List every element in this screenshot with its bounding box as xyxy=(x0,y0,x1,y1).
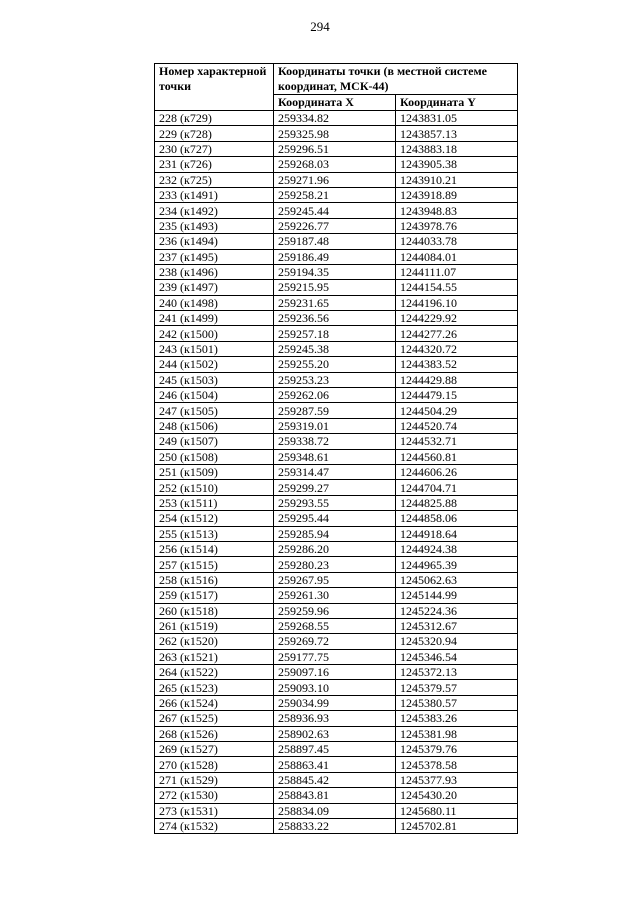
header-x: Координата X xyxy=(274,95,396,111)
cell-point-number: 249 (к1507) xyxy=(155,434,274,449)
cell-point-number: 235 (к1493) xyxy=(155,218,274,233)
cell-point-number: 230 (к727) xyxy=(155,141,274,156)
table-row xyxy=(155,249,518,264)
header-coordinates: Координаты точки (в местной системе координат, МСК-44) xyxy=(274,64,518,95)
cell-point-number: 271 (к1529) xyxy=(155,772,274,787)
cell-coordinate-y: 1245224.36 xyxy=(396,603,518,618)
cell-coordinate-y: 1243857.13 xyxy=(396,126,518,141)
cell-point-number: 240 (к1498) xyxy=(155,295,274,310)
table-row xyxy=(155,388,518,403)
cell-coordinate-x: 258834.09 xyxy=(274,803,396,818)
cell-coordinate-x: 259267.95 xyxy=(274,572,396,587)
cell-coordinate-x: 259269.72 xyxy=(274,634,396,649)
cell-coordinate-x: 259231.65 xyxy=(274,295,396,310)
cell-coordinate-y: 1244858.06 xyxy=(396,511,518,526)
table-row xyxy=(155,788,518,803)
page-number: 294 xyxy=(310,19,330,34)
header-point-number: Номер характерной точки xyxy=(155,64,274,111)
cell-point-number: 233 (к1491) xyxy=(155,187,274,202)
cell-coordinate-x: 259261.30 xyxy=(274,588,396,603)
cell-point-number: 261 (к1519) xyxy=(155,618,274,633)
cell-coordinate-y: 1244479.15 xyxy=(396,388,518,403)
cell-coordinate-x: 259253.23 xyxy=(274,372,396,387)
cell-coordinate-y: 1245680.11 xyxy=(396,803,518,818)
cell-coordinate-y: 1244229.92 xyxy=(396,311,518,326)
table-row xyxy=(155,203,518,218)
cell-coordinate-x: 259299.27 xyxy=(274,480,396,495)
cell-point-number: 232 (к725) xyxy=(155,172,274,187)
table-row xyxy=(155,772,518,787)
cell-coordinate-x: 259187.48 xyxy=(274,234,396,249)
table-row xyxy=(155,818,518,833)
table-row xyxy=(155,757,518,772)
cell-coordinate-x: 259194.35 xyxy=(274,264,396,279)
table-row xyxy=(155,111,518,126)
cell-point-number: 257 (к1515) xyxy=(155,557,274,572)
cell-coordinate-x: 259258.21 xyxy=(274,187,396,202)
cell-point-number: 245 (к1503) xyxy=(155,372,274,387)
cell-point-number: 250 (к1508) xyxy=(155,449,274,464)
cell-coordinate-x: 258897.45 xyxy=(274,742,396,757)
table-row xyxy=(155,326,518,341)
cell-coordinate-x: 259295.44 xyxy=(274,511,396,526)
cell-point-number: 267 (к1525) xyxy=(155,711,274,726)
cell-coordinate-x: 259226.77 xyxy=(274,218,396,233)
table-row xyxy=(155,172,518,187)
cell-point-number: 231 (к726) xyxy=(155,157,274,172)
cell-point-number: 259 (к1517) xyxy=(155,588,274,603)
table-row xyxy=(155,634,518,649)
cell-coordinate-y: 1244084.01 xyxy=(396,249,518,264)
cell-coordinate-x: 259334.82 xyxy=(274,111,396,126)
cell-point-number: 253 (к1511) xyxy=(155,495,274,510)
cell-coordinate-x: 259236.56 xyxy=(274,311,396,326)
header-y: Координата Y xyxy=(396,95,518,111)
cell-coordinate-x: 259286.20 xyxy=(274,541,396,556)
cell-point-number: 242 (к1500) xyxy=(155,326,274,341)
cell-coordinate-y: 1245379.76 xyxy=(396,742,518,757)
cell-coordinate-y: 1243910.21 xyxy=(396,172,518,187)
cell-coordinate-x: 259097.16 xyxy=(274,665,396,680)
cell-coordinate-y: 1244606.26 xyxy=(396,464,518,479)
cell-point-number: 248 (к1506) xyxy=(155,418,274,433)
table-row xyxy=(155,157,518,172)
cell-coordinate-y: 1244033.78 xyxy=(396,234,518,249)
cell-coordinate-x: 259093.10 xyxy=(274,680,396,695)
cell-point-number: 244 (к1502) xyxy=(155,357,274,372)
table-row xyxy=(155,357,518,372)
cell-point-number: 239 (к1497) xyxy=(155,280,274,295)
cell-coordinate-x: 259338.72 xyxy=(274,434,396,449)
table-row xyxy=(155,480,518,495)
table-row xyxy=(155,603,518,618)
cell-coordinate-x: 258936.93 xyxy=(274,711,396,726)
cell-coordinate-y: 1243905.38 xyxy=(396,157,518,172)
cell-coordinate-x: 259245.38 xyxy=(274,341,396,356)
table-row xyxy=(155,280,518,295)
cell-coordinate-y: 1244560.81 xyxy=(396,449,518,464)
cell-point-number: 268 (к1526) xyxy=(155,726,274,741)
table-row xyxy=(155,695,518,710)
cell-coordinate-y: 1245372.13 xyxy=(396,665,518,680)
table-row xyxy=(155,711,518,726)
table-row xyxy=(155,541,518,556)
table-row xyxy=(155,449,518,464)
cell-coordinate-y: 1245702.81 xyxy=(396,818,518,833)
cell-coordinate-x: 259177.75 xyxy=(274,649,396,664)
table-row xyxy=(155,464,518,479)
cell-coordinate-y: 1245381.98 xyxy=(396,726,518,741)
table-row xyxy=(155,341,518,356)
cell-coordinate-x: 259271.96 xyxy=(274,172,396,187)
cell-point-number: 258 (к1516) xyxy=(155,572,274,587)
cell-coordinate-y: 1245320.94 xyxy=(396,634,518,649)
cell-coordinate-x: 259215.95 xyxy=(274,280,396,295)
cell-point-number: 254 (к1512) xyxy=(155,511,274,526)
cell-coordinate-x: 259268.55 xyxy=(274,618,396,633)
table-row xyxy=(155,218,518,233)
cell-coordinate-x: 259245.44 xyxy=(274,203,396,218)
cell-coordinate-y: 1243918.89 xyxy=(396,187,518,202)
table-row xyxy=(155,434,518,449)
table-row xyxy=(155,649,518,664)
table-row xyxy=(155,726,518,741)
cell-coordinate-y: 1244383.52 xyxy=(396,357,518,372)
cell-coordinate-y: 1245430.20 xyxy=(396,788,518,803)
cell-point-number: 251 (к1509) xyxy=(155,464,274,479)
cell-coordinate-y: 1244320.72 xyxy=(396,341,518,356)
cell-point-number: 229 (к728) xyxy=(155,126,274,141)
cell-point-number: 256 (к1514) xyxy=(155,541,274,556)
cell-coordinate-y: 1244504.29 xyxy=(396,403,518,418)
cell-point-number: 234 (к1492) xyxy=(155,203,274,218)
cell-point-number: 269 (к1527) xyxy=(155,742,274,757)
cell-coordinate-x: 259285.94 xyxy=(274,526,396,541)
cell-coordinate-y: 1245144.99 xyxy=(396,588,518,603)
table-row xyxy=(155,495,518,510)
table-row xyxy=(155,803,518,818)
table-row xyxy=(155,588,518,603)
cell-coordinate-y: 1244154.55 xyxy=(396,280,518,295)
cell-coordinate-x: 259268.03 xyxy=(274,157,396,172)
cell-coordinate-x: 259314.47 xyxy=(274,464,396,479)
cell-coordinate-y: 1244918.64 xyxy=(396,526,518,541)
cell-coordinate-y: 1244429.88 xyxy=(396,372,518,387)
cell-point-number: 262 (к1520) xyxy=(155,634,274,649)
cell-point-number: 238 (к1496) xyxy=(155,264,274,279)
table-row xyxy=(155,141,518,156)
cell-coordinate-y: 1244965.39 xyxy=(396,557,518,572)
table-row xyxy=(155,403,518,418)
table-row xyxy=(155,295,518,310)
cell-coordinate-y: 1245377.93 xyxy=(396,772,518,787)
cell-point-number: 243 (к1501) xyxy=(155,341,274,356)
cell-coordinate-x: 258902.63 xyxy=(274,726,396,741)
table-row xyxy=(155,572,518,587)
cell-coordinate-y: 1245062.63 xyxy=(396,572,518,587)
cell-coordinate-x: 259259.96 xyxy=(274,603,396,618)
cell-point-number: 264 (к1522) xyxy=(155,665,274,680)
table-row xyxy=(155,526,518,541)
cell-coordinate-x: 259255.20 xyxy=(274,357,396,372)
cell-coordinate-x: 258833.22 xyxy=(274,818,396,833)
table-row xyxy=(155,418,518,433)
cell-point-number: 270 (к1528) xyxy=(155,757,274,772)
cell-coordinate-x: 259034.99 xyxy=(274,695,396,710)
cell-coordinate-y: 1244924.38 xyxy=(396,541,518,556)
cell-coordinate-y: 1243978.76 xyxy=(396,218,518,233)
cell-coordinate-y: 1244704.71 xyxy=(396,480,518,495)
cell-coordinate-y: 1244196.10 xyxy=(396,295,518,310)
table-row xyxy=(155,618,518,633)
cell-coordinate-x: 259257.18 xyxy=(274,326,396,341)
cell-coordinate-x: 258863.41 xyxy=(274,757,396,772)
table-body xyxy=(155,111,518,834)
cell-coordinate-x: 259186.49 xyxy=(274,249,396,264)
cell-point-number: 236 (к1494) xyxy=(155,234,274,249)
cell-point-number: 252 (к1510) xyxy=(155,480,274,495)
cell-coordinate-x: 259262.06 xyxy=(274,388,396,403)
cell-point-number: 241 (к1499) xyxy=(155,311,274,326)
cell-point-number: 274 (к1532) xyxy=(155,818,274,833)
cell-coordinate-y: 1245312.67 xyxy=(396,618,518,633)
cell-point-number: 255 (к1513) xyxy=(155,526,274,541)
cell-coordinate-y: 1245378.58 xyxy=(396,757,518,772)
cell-coordinate-y: 1244825.88 xyxy=(396,495,518,510)
table-row xyxy=(155,665,518,680)
table-row xyxy=(155,126,518,141)
cell-coordinate-y: 1244520.74 xyxy=(396,418,518,433)
cell-coordinate-x: 259293.55 xyxy=(274,495,396,510)
table-row xyxy=(155,311,518,326)
cell-coordinate-y: 1243883.18 xyxy=(396,141,518,156)
cell-coordinate-y: 1244277.26 xyxy=(396,326,518,341)
table-row xyxy=(155,234,518,249)
cell-point-number: 263 (к1521) xyxy=(155,649,274,664)
cell-point-number: 237 (к1495) xyxy=(155,249,274,264)
table-row xyxy=(155,187,518,202)
cell-coordinate-y: 1244532.71 xyxy=(396,434,518,449)
table-row xyxy=(155,372,518,387)
cell-coordinate-x: 259280.23 xyxy=(274,557,396,572)
cell-coordinate-y: 1245346.54 xyxy=(396,649,518,664)
cell-point-number: 273 (к1531) xyxy=(155,803,274,818)
coordinates-table xyxy=(154,63,518,834)
cell-coordinate-x: 259319.01 xyxy=(274,418,396,433)
table-row xyxy=(155,264,518,279)
cell-coordinate-y: 1245379.57 xyxy=(396,680,518,695)
cell-point-number: 247 (к1505) xyxy=(155,403,274,418)
cell-coordinate-x: 258845.42 xyxy=(274,772,396,787)
cell-coordinate-x: 259348.61 xyxy=(274,449,396,464)
cell-point-number: 272 (к1530) xyxy=(155,788,274,803)
cell-coordinate-y: 1244111.07 xyxy=(396,264,518,279)
cell-coordinate-y: 1243831.05 xyxy=(396,111,518,126)
cell-point-number: 246 (к1504) xyxy=(155,388,274,403)
cell-coordinate-x: 259325.98 xyxy=(274,126,396,141)
cell-coordinate-y: 1245380.57 xyxy=(396,695,518,710)
cell-point-number: 266 (к1524) xyxy=(155,695,274,710)
cell-point-number: 265 (к1523) xyxy=(155,680,274,695)
table-header xyxy=(155,64,518,111)
table-row xyxy=(155,742,518,757)
table-row xyxy=(155,680,518,695)
table-row xyxy=(155,557,518,572)
cell-coordinate-y: 1243948.83 xyxy=(396,203,518,218)
cell-coordinate-x: 259287.59 xyxy=(274,403,396,418)
cell-coordinate-y: 1245383.26 xyxy=(396,711,518,726)
table-row xyxy=(155,511,518,526)
cell-coordinate-x: 259296.51 xyxy=(274,141,396,156)
cell-point-number: 260 (к1518) xyxy=(155,603,274,618)
cell-point-number: 228 (к729) xyxy=(155,111,274,126)
cell-coordinate-x: 258843.81 xyxy=(274,788,396,803)
